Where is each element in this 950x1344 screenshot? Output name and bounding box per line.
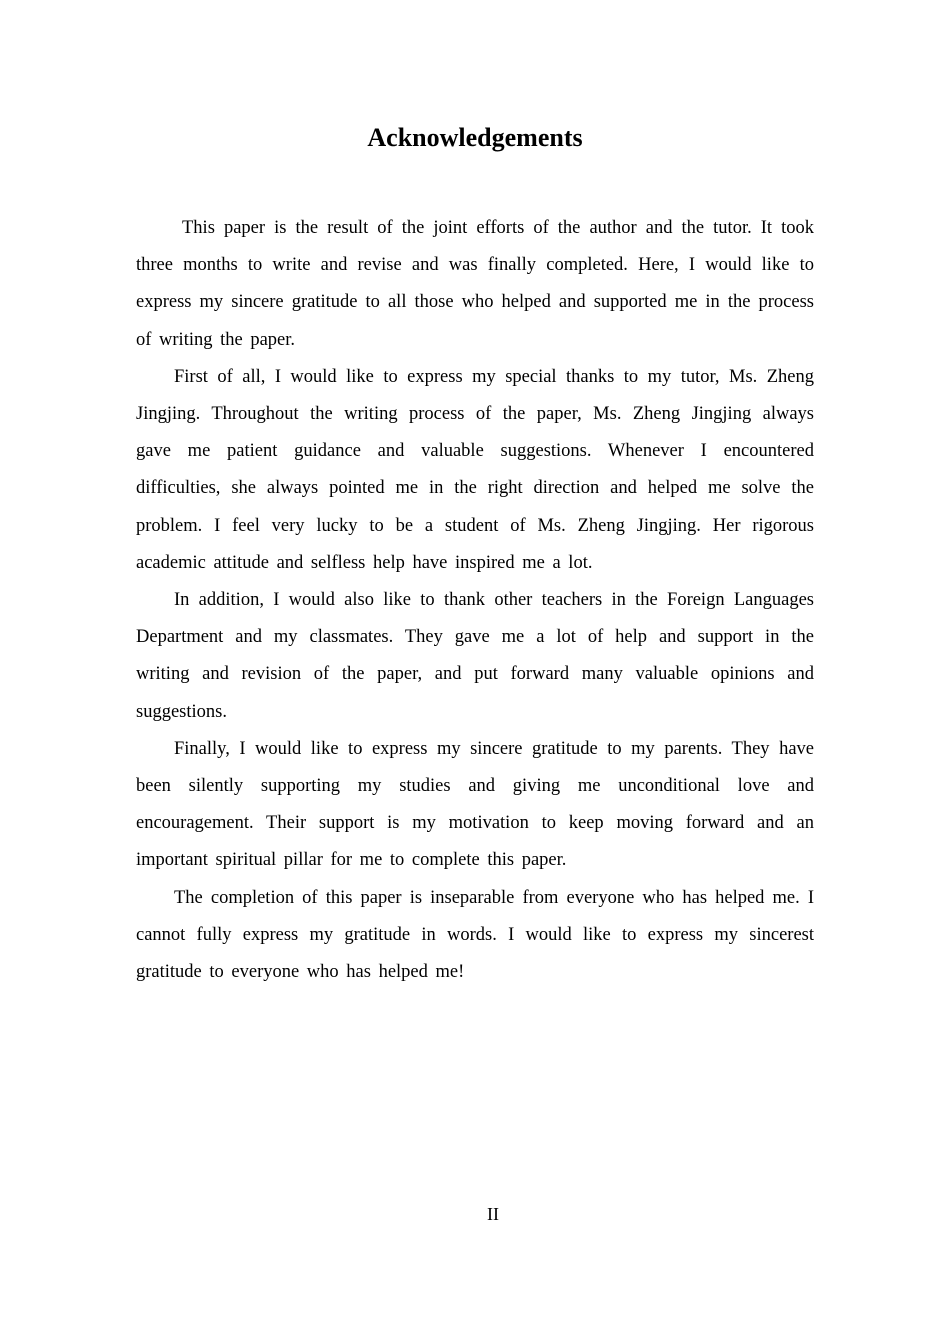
paragraph-3: In addition, I would also like to thank other teachers in the Foreign Languages Department and my classmates. They gave me a lot of help and support in the writing and revision of the paper, and put forward many valuable opinions and suggestions. — [136, 590, 814, 722]
paragraph-1: This paper is the result of the joint efforts of the author and the tutor. It took three months to write and revise and was finally completed. Here, I would like to express my sincere gratitude to all those who helped and supported me in the process of writing the paper. — [136, 218, 814, 350]
paragraph-5: The completion of this paper is inseparable from everyone who has helped me. I cannot fully express my gratitude in words. I would like to express my sincerest gratitude to everyone who has helped me! — [136, 887, 814, 983]
document-body — [136, 210, 814, 991]
page-number: II — [487, 1204, 499, 1224]
paragraph-4: Finally, I would like to express my sincere gratitude to my parents. They have been silently supporting my studies and giving me unconditional love and encouragement. Their support is my motivation to keep moving forward and an important spiritual pillar for me to complete this paper. — [136, 738, 814, 871]
page-title: Acknowledgements — [367, 123, 583, 152]
paragraph-2: First of all, I would like to express my special thanks to my tutor, Ms. Zheng Jingjing. Throughout the writing process of the paper, Ms. Zheng Jingjing always gave me patient guidance and valuable suggestions. Whenever I encountered difficulties, she always pointed me in the right direction and helped me solve the problem. I feel very lucky to be a student of Ms. Zheng Jingjing. Her rigorous academic attitude and selfless help have inspired me a lot. — [136, 366, 814, 573]
